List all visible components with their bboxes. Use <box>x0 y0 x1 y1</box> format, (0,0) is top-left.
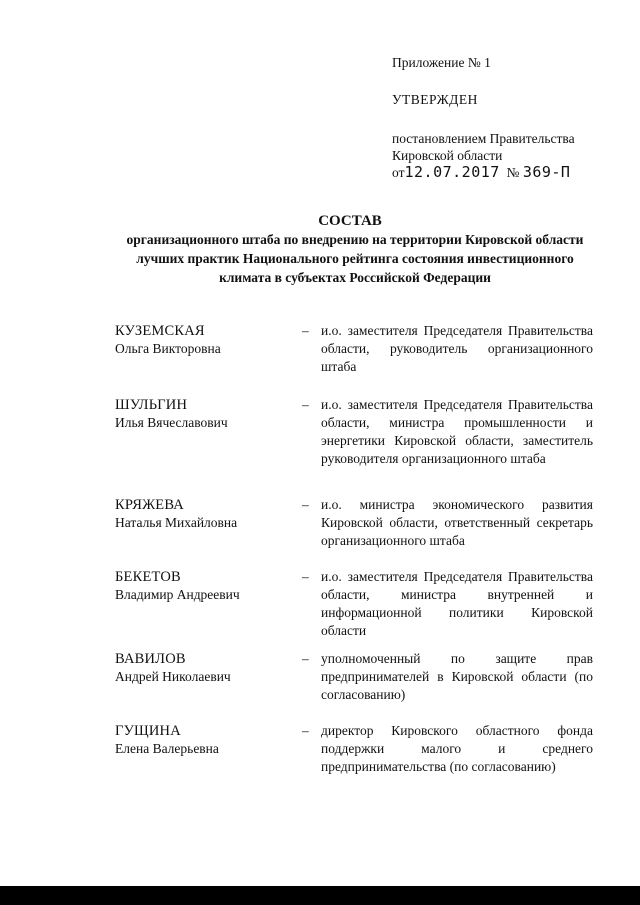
member-name <box>115 322 295 358</box>
annex-label: Приложение № 1 <box>392 55 491 70</box>
member-name <box>115 568 295 604</box>
number-prefix: № <box>506 165 520 180</box>
member-role: директор Кировского областного фонда поддержки малого и среднего предпринимательства (по согласованию) <box>321 723 593 774</box>
scan-edge-bar <box>0 886 640 905</box>
member-given-name: Ольга Викторовна <box>115 341 221 356</box>
dash-separator: – <box>302 651 309 666</box>
member-role: уполномоченный по защите прав предпринимателей в Кировской области (по согласованию) <box>321 651 593 702</box>
member-entry <box>115 650 593 722</box>
member-surname: БЕКЕТОВ <box>115 569 181 585</box>
approved-heading: УТВЕРЖДЕН <box>392 92 478 107</box>
member-role: и.о. заместителя Председателя Правительства области, министра промышленности и энергетики Кировской области, заместитель руководителя организационного штаба <box>321 397 593 466</box>
member-name <box>115 650 295 686</box>
dash-separator: – <box>302 497 309 512</box>
member-entry <box>115 568 593 650</box>
member-name <box>115 722 295 758</box>
decree-date-number <box>392 164 632 181</box>
member-surname: ГУЩИНА <box>115 723 181 739</box>
member-surname: ШУЛЬГИН <box>115 397 188 413</box>
member-given-name: Елена Валерьевна <box>115 741 219 756</box>
member-entry <box>115 322 593 396</box>
member-entry <box>115 496 593 568</box>
member-given-name: Илья Вячеславович <box>115 415 228 430</box>
member-role: и.о. заместителя Председателя Правительства области, руководитель организационного штаба <box>321 323 593 374</box>
dash-separator: – <box>302 569 309 584</box>
member-entry <box>115 722 593 794</box>
date-prefix: от <box>392 165 405 180</box>
dash-separator: – <box>302 723 309 738</box>
decree-reference <box>392 130 632 181</box>
member-given-name: Андрей Николаевич <box>115 669 231 684</box>
dash-separator: – <box>302 397 309 412</box>
member-surname: КУЗЕМСКАЯ <box>115 323 205 339</box>
handwritten-date: 12.07.2017 <box>404 163 500 181</box>
dash-separator: – <box>302 323 309 338</box>
decree-line-1: постановлением Правительства <box>392 131 575 146</box>
approval-block <box>392 54 632 181</box>
member-surname: ВАВИЛОВ <box>115 651 186 667</box>
decree-line-2: Кировской области <box>392 148 503 163</box>
member-surname: КРЯЖЕВА <box>115 497 184 513</box>
member-name <box>115 396 295 432</box>
member-role: и.о. министра экономического развития Кировской области, ответственный секретарь организационного штаба <box>321 497 593 548</box>
member-role: и.о. заместителя Председателя Правительства области, министра внутренней и информационной политики Кировской области <box>321 569 593 638</box>
member-given-name: Владимир Андреевич <box>115 587 240 602</box>
member-given-name: Наталья Михайловна <box>115 515 238 530</box>
document-title: СОСТАВ <box>318 213 382 229</box>
members-list <box>115 322 593 794</box>
document-subtitle: организационного штаба по внедрению на территории Кировской области лучших практик Национального рейтинга состояния инвестиционного климата в субъектах Российской Федерации <box>126 232 584 285</box>
member-entry <box>115 396 593 496</box>
handwritten-number: 369-П <box>522 163 571 181</box>
member-name <box>115 496 295 532</box>
